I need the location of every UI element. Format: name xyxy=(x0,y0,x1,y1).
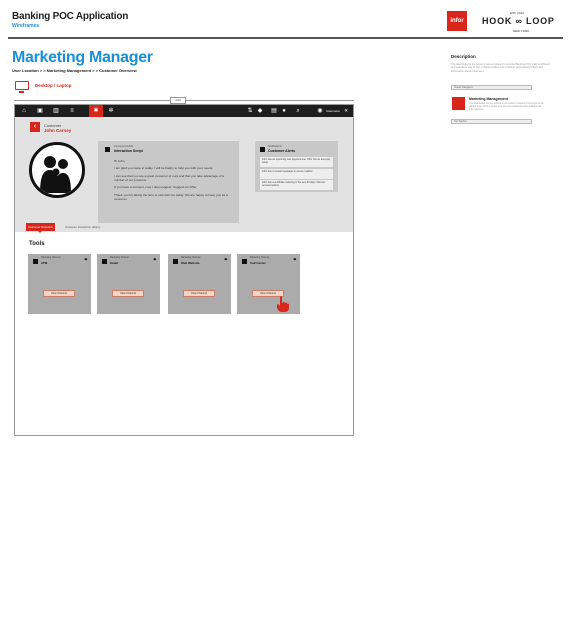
infor-logo: infor xyxy=(447,11,467,31)
breadcrumb: User Location > > Marketing Management > > Customer Overview xyxy=(12,68,137,73)
script-line: I can see that you are a great customer of ours and that you take advantage of a number of our products. xyxy=(114,173,225,182)
script-line: If you have a moment, may I also suggest: Suggest An Offer xyxy=(114,185,197,190)
customer-avatar xyxy=(29,142,85,198)
list-icon[interactable]: ≡ xyxy=(70,108,74,114)
desktop-icon xyxy=(15,81,29,90)
alerts-panel-sub: Notifications xyxy=(268,145,282,148)
chart-icon[interactable]: ▥ xyxy=(53,108,59,114)
atm-icon xyxy=(33,259,38,264)
interaction-script-panel xyxy=(98,141,239,223)
tool-card-web xyxy=(168,254,231,314)
description-text: The dashboard is the primary view employed to provide Banking POC staff an efficient and seamless way to see multiple profiles and to deliver personalized offers and information about customers. xyxy=(451,63,550,73)
alert-item[interactable]: John has a certificate maturing in the next 30 days. Discuss renewal options. xyxy=(260,180,333,190)
user-icon[interactable]: ◉ xyxy=(317,108,323,114)
header-divider xyxy=(8,37,563,39)
hookloop-est: EST. 2013 xyxy=(510,11,524,15)
view-channel-button[interactable]: View Channel xyxy=(183,290,215,297)
tool-card-atm xyxy=(28,254,91,314)
view-channel-button[interactable]: View Channel xyxy=(112,290,144,297)
customer-name: John Carney xyxy=(44,128,72,133)
alerts-panel-title: Customer Alerts xyxy=(268,149,296,153)
script-panel-title: Interaction Script xyxy=(114,149,143,153)
tool-name: Call Center xyxy=(250,261,266,265)
overview-tabs xyxy=(15,222,353,232)
username-label[interactable]: Username xyxy=(326,109,340,113)
alert-item[interactable]: John has an upcoming loan payment due. Offer him an auto-pay setup. xyxy=(260,157,333,167)
annotation-box: Header Navigation xyxy=(451,85,532,90)
app-title: Banking POC Application xyxy=(12,11,129,22)
tool-name: Web Website xyxy=(181,261,200,265)
script-panel-sub: Customer Details xyxy=(114,145,134,148)
search-icon[interactable]: ⌕ xyxy=(296,108,300,114)
annotation-box: Tool Section xyxy=(451,119,532,124)
script-icon xyxy=(105,147,110,152)
car-icon[interactable]: ◆ xyxy=(257,108,263,114)
hookloop-logo: HOOK ∞ LOOP xyxy=(482,16,555,26)
back-button[interactable]: ‹ xyxy=(30,122,40,132)
customer-label: Customer xyxy=(44,123,62,128)
device-label: Desktop / Laptop xyxy=(35,83,72,88)
tool-sub: Marketing Channel xyxy=(181,257,201,259)
collapse-icon[interactable]: « xyxy=(344,108,348,114)
link-icon[interactable]: ⚭ xyxy=(223,257,228,263)
email-icon xyxy=(102,259,107,264)
customer-alerts-panel xyxy=(255,141,338,192)
alert-item[interactable]: John has 2 unread messages in secure mailbox. xyxy=(260,169,333,179)
alert-icon xyxy=(260,147,265,152)
tab-customer-overview[interactable]: Customer Overview xyxy=(26,223,55,231)
pointer-hand-icon xyxy=(276,296,290,312)
family-silhouette-icon xyxy=(32,145,82,195)
description-title: Description xyxy=(451,54,476,59)
link-icon[interactable]: ⚭ xyxy=(152,257,157,263)
tool-sub: Marketing Channel xyxy=(41,257,61,259)
page-title: Marketing Manager xyxy=(12,49,153,66)
annotation-text: The dashboard can be viewed in two states. Customer Overview is the default view. Click a Channel to see the marketing tools available for that customer. xyxy=(469,102,544,111)
annotation-title: Marketing Management xyxy=(469,97,508,101)
home-icon[interactable]: ⌂ xyxy=(22,108,26,114)
app-subtitle: Wireframes xyxy=(12,23,40,29)
marketing-icon: ✱ xyxy=(93,108,99,114)
marketing-annotation-icon xyxy=(452,97,465,110)
web-icon xyxy=(173,259,178,264)
tool-card-call-center xyxy=(237,254,300,314)
script-line: I am glad you came in today. I will be happy to help you with your needs. xyxy=(114,166,214,171)
tab-interaction-history[interactable]: Customer Interaction History xyxy=(65,225,101,229)
script-line: Thank you for taking the time to visit with me today. We are happy to have you as a customer. xyxy=(114,192,228,201)
script-body xyxy=(114,159,234,204)
tool-name: ATM xyxy=(41,261,48,265)
width-tag: 1024 xyxy=(170,97,186,104)
info-icon[interactable]: ● xyxy=(282,108,286,114)
tool-sub: Marketing Channel xyxy=(110,257,130,259)
phone-icon xyxy=(242,259,247,264)
marketing-nav-active[interactable] xyxy=(89,105,103,117)
tool-sub: Marketing Channel xyxy=(250,257,270,259)
link-icon[interactable]: ⚭ xyxy=(83,257,88,263)
view-channel-button[interactable]: View Channel xyxy=(252,290,284,297)
script-line: Hi John, xyxy=(114,159,126,163)
settings-icon[interactable]: ✲ xyxy=(108,108,114,114)
top-navigation xyxy=(15,105,353,117)
tools-heading: Tools xyxy=(29,241,45,247)
hookloop-city: NEW YORK xyxy=(513,29,530,33)
notes-icon[interactable]: ▤ xyxy=(271,108,277,114)
link-icon[interactable]: ⚭ xyxy=(292,257,297,263)
inbox-icon[interactable]: ▣ xyxy=(37,108,43,114)
view-channel-button[interactable]: View Channel xyxy=(43,290,75,297)
tool-card-email xyxy=(97,254,160,314)
sort-icon[interactable]: ⇅ xyxy=(247,108,253,114)
tool-name: Email xyxy=(110,261,119,265)
